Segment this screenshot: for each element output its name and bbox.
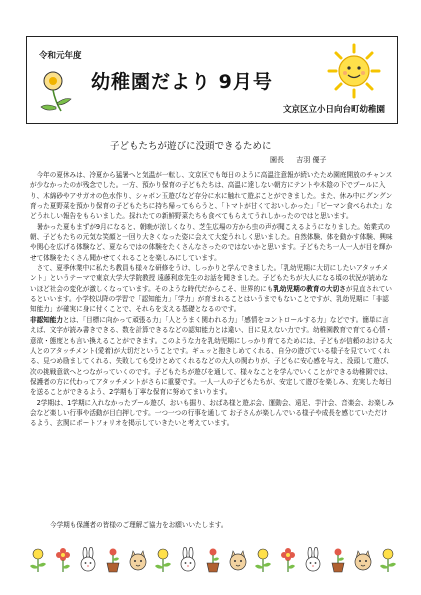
flowerpot-icon	[103, 547, 123, 573]
rabbit-icon	[178, 547, 198, 573]
article-title: 子どもたちが遊びに没頭できるために	[110, 141, 272, 152]
cat-icon	[228, 547, 248, 573]
dandelion-icon	[28, 547, 48, 573]
dandelion-icon	[31, 67, 87, 121]
author-name: 吉羽 優子	[296, 156, 327, 164]
article-body	[30, 170, 394, 429]
closing-remark: 今学期も保護者の皆様のご理解ご協力をお願いいたします。	[50, 521, 228, 529]
paragraph-3-post: が見直されているといいます。小学校以降の学習で「認知能力」「学力」が育まれることはいうまでもないことですが、乳幼児期に「非認知能力」が確実に身に付くことで、それらを支える基礎となるのです。	[30, 284, 392, 314]
footer-decoration	[28, 543, 398, 573]
flowerpot-icon	[203, 547, 223, 573]
newsletter-title: 幼稚園だより 9月号	[91, 71, 273, 93]
rabbit-icon	[303, 547, 323, 573]
cat-icon	[353, 547, 373, 573]
paragraph-2: 暑かった夏もまずが9月になると、朝晩が涼しくなり、芝生広場の方から虫の声が聞こえるようになりました。始業式の朝、子どもたちの元気な笑顔と一回り大きくなった姿に会えて大変うれしく思いました。自然体験、体を動かす体験、興味や関心を広げる体験など、夏ならではの体験をたくさんなさったのではないかと思います。子どもたち一人一人が目を輝かせて体験をたくさん聞かせてくれることを楽しみにしています。	[30, 222, 393, 262]
dandelion-icon	[253, 547, 273, 573]
cat-icon	[128, 547, 148, 573]
dandelion-icon	[153, 547, 173, 573]
paragraph-3-pre: さて、夏季休業中に私たち教員も様々な研修をうけ、しっかりと学んできました。「乳幼児期に大切にしたいアタッチメント」というテーマで東京大学大学院教授 遠藤利彦先生のお話を聞きました。子どもたちが大人になる頃の状況が読めないほど社会の変化が激しくなっています。そのような時代だからこそ、世界的にも	[30, 264, 389, 293]
paragraph-4	[30, 315, 394, 398]
paragraph-1: 今年の夏休みは、冷夏から猛暑へと気温が一転し、文京区でも毎日のように高温注意報が続いたため園庭開放のチャンスが少なかったのが残念でした。一方、預かり保育の子どもたちは、高温に達しない朝方にテントや木陰の下でプールに入り、木綿砂やアサガオの色水作り、シャボン玉遊びなど存分に水に触れて遊ぶことができました。また、休み中にグングン育った夏野菜を預かり保育の子どもたちに持ち帰ってもらうと、「トマトが甘くておいしかった」「ピーマン食べられた」などうれしい報告をもらいました。採れたての新鮮野菜たちも食べてもらえてうれしかったのではと思います。	[30, 171, 393, 221]
flowerpot-icon	[328, 547, 348, 573]
sun-icon	[321, 41, 387, 105]
era-label: 令和元年度	[39, 51, 82, 61]
paragraph-5: 2学期は、1学期に入れなかったプール遊び、おいも掘り、おばあ様と遊ぶ会、運動会、遠足、芋汁会、音楽会、お楽しみ会など楽しい行事や活動が目白押しです。一つ一つの行事を通して お子さんが楽しんでいる様子や成長を感じていただけるよう、玄関にポートフォリオを掲示していきたいと考えています。	[30, 398, 394, 428]
rabbit-icon	[78, 547, 98, 573]
school-name: 文京区立小日向台町幼稚園	[282, 105, 385, 115]
flower-icon	[53, 547, 73, 573]
paragraph-4-bold: 非認知能力	[30, 315, 63, 324]
dandelion-icon	[378, 547, 398, 573]
author-line	[270, 155, 336, 165]
author-role: 園長	[270, 156, 284, 164]
header-box	[26, 36, 398, 124]
paragraph-4-post: とは、「目標に向かって頑張る力」「人とうまく関われる力」「感情をコントロールする力」などです。簡単に言えば、文字が読み書きできる、数を計算できるなどの認知能力とは違い、目に見えない力です。幼稚園教育で育てる心情・意欲・態度とも言い換えることができます。このような力を乳幼児期にしっかり育てるためには、子どもが信頼のおける大人とのアタッチメント(愛着)が大切だということです。ギュッと抱きしめてくれる、自分の遊びている様子を見ていてくれる、見つめ励ましてくれる、失敗しても受けとめてくれるなどの大人の関わりが、子どもに安心感を与え、没頭して遊び、次の挑戦意欲へとつながっていくのです。子どもたちが遊びを通して、様々なことを学んでいくことができる幼稚園では、保護者の方に代わってアタッチメントがさらに重要です。一人一人の子どもたちが、安定して遊びを楽しみ、充実した毎日を送ることができるよう、2学期も丁寧な保育に努めてまいります。	[30, 315, 393, 397]
flower-icon	[278, 547, 298, 573]
paragraph-3	[30, 263, 394, 315]
paragraph-3-bold: 乳幼児期の教育の大切さ	[273, 284, 346, 293]
